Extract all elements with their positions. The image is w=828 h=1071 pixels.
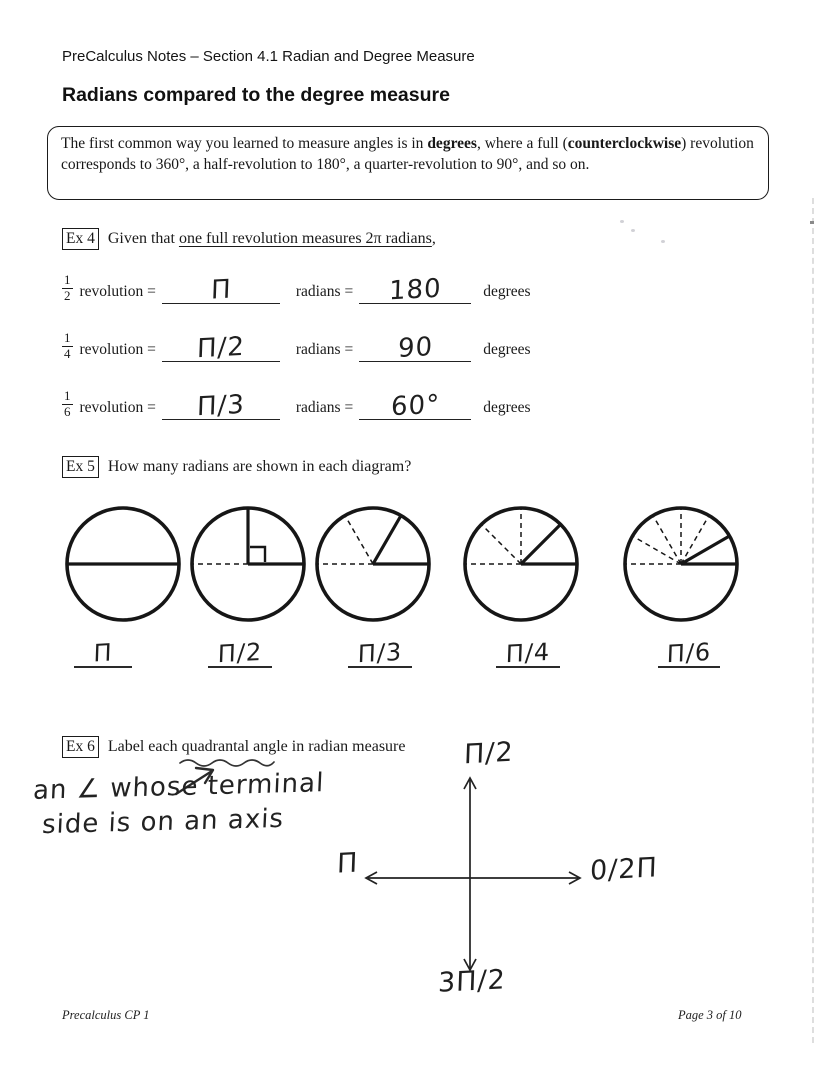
axis-label-bottom [437,964,507,999]
fraction-one-sixth [62,389,73,420]
fraction-denominator: 6 [64,404,71,420]
handwritten-pi: Π [336,847,359,880]
ex6-prompt [108,738,406,756]
ex5-prompt: How many radians are shown in each diagram? [107,458,412,475]
scan-edge-tick [810,221,814,224]
fraction-numerator: 1 [64,388,71,404]
radian-diagram-pi-over-6 [620,503,742,625]
revolution-label: revolution = [79,341,156,358]
revolution-label: revolution = [79,283,156,300]
axis-label-right [589,852,659,887]
degrees-blank [359,325,471,362]
degrees-blank [359,267,471,307]
handwritten-note-line2: side is on an axis [41,803,285,841]
handwritten-diagram-answer: Π [92,638,113,668]
diagram-answer-1 [74,630,132,668]
fraction-numerator: 1 [64,330,71,346]
fraction-denominator: 4 [64,346,71,362]
ex4-prompt [108,230,436,248]
axis-label-top [463,736,515,771]
degrees-blank [359,383,471,423]
radians-label: radians = [295,399,354,416]
diagram-answer-2 [208,630,272,668]
ex6-tag: Ex 6 [62,736,99,758]
ex4-row-quarter [62,316,531,365]
handwritten-degrees-answer: 90 [397,332,434,364]
radians-blank [162,383,280,423]
degrees-label: degrees [483,341,531,358]
footer-course-label: Precalculus CP 1 [62,1008,150,1022]
ex4-prompt-end: , [431,230,436,247]
radian-diagram-pi [62,503,184,625]
ex4-row-half [62,258,531,307]
quadrantal-text: quadrantal [181,738,250,755]
ex5-tag: Ex 5 [62,456,99,478]
handwritten-diagram-answer: Π/3 [357,637,403,669]
ex6-prompt-before: Label each [107,738,182,755]
handwritten-zero-2pi: 0/2Π [589,852,659,887]
radians-blank [162,325,280,365]
handwritten-note-line1: an ∠ whose terminal [32,768,325,806]
intro-text: The first common way you learned to measure angles is in degrees, where a full (counterclockwise) revolution corresponds to 360°, a half-revolution to 180°, a quarter-revolution to 90°, and so on. [61,135,754,173]
handwritten-diagram-answer: Π/4 [505,637,551,669]
radians-blank [162,267,280,304]
diagram-answer-5 [658,630,720,668]
fraction-numerator: 1 [64,272,71,288]
page-title: Radians compared to the degree measure [62,84,450,106]
ex4-row-sixth [62,374,531,423]
ex4-prompt-underlined: one full revolution measures 2π radians [178,230,432,247]
degrees-label: degrees [483,399,531,416]
quadrantal-axes-diagram [360,770,590,978]
handwritten-degrees-answer: 60° [390,389,441,423]
diagram-answer-4 [496,630,560,668]
axis-label-left [336,847,359,880]
ex4-heading [62,228,436,250]
diagram-answer-3 [348,630,412,668]
radian-diagram-pi-over-3 [312,503,434,625]
ex4-prompt-plain: Given that [107,230,179,247]
handwritten-pi-over-2: Π/2 [463,736,515,771]
scan-smudge [620,220,624,223]
footer-page-number: Page 3 of 10 [678,1008,742,1022]
radians-label: radians = [295,341,354,358]
degrees-label: degrees [483,283,531,300]
handwritten-radians-answer: Π/2 [196,331,246,365]
ex6-prompt-after: angle in radian measure [249,738,406,755]
scan-smudge [661,240,665,243]
handwritten-diagram-answer: Π/2 [217,637,263,669]
fraction-denominator: 2 [64,288,71,304]
intro-box [47,126,769,200]
handwritten-3pi-over-2: 3Π/2 [437,964,507,999]
radian-diagram-pi-over-2 [187,503,309,625]
page-header: PreCalculus Notes – Section 4.1 Radian and Degree Measure [62,48,475,65]
radians-label: radians = [295,283,354,300]
fraction-one-quarter [62,331,73,362]
handwritten-radians-answer: Π [210,274,232,306]
handwritten-radians-answer: Π/3 [196,389,246,423]
revolution-label: revolution = [79,399,156,416]
ex6-heading [62,736,405,758]
scan-smudge [631,229,635,232]
handwritten-degrees-answer: 180 [388,273,443,307]
fraction-one-half [62,273,73,304]
scan-edge-artifact [812,198,814,1043]
handwritten-diagram-answer: Π/6 [666,637,712,669]
quadrantal-word [182,738,250,756]
ex5-heading [62,456,411,478]
radian-diagram-pi-over-4 [460,503,582,625]
ex4-tag: Ex 4 [62,228,99,250]
